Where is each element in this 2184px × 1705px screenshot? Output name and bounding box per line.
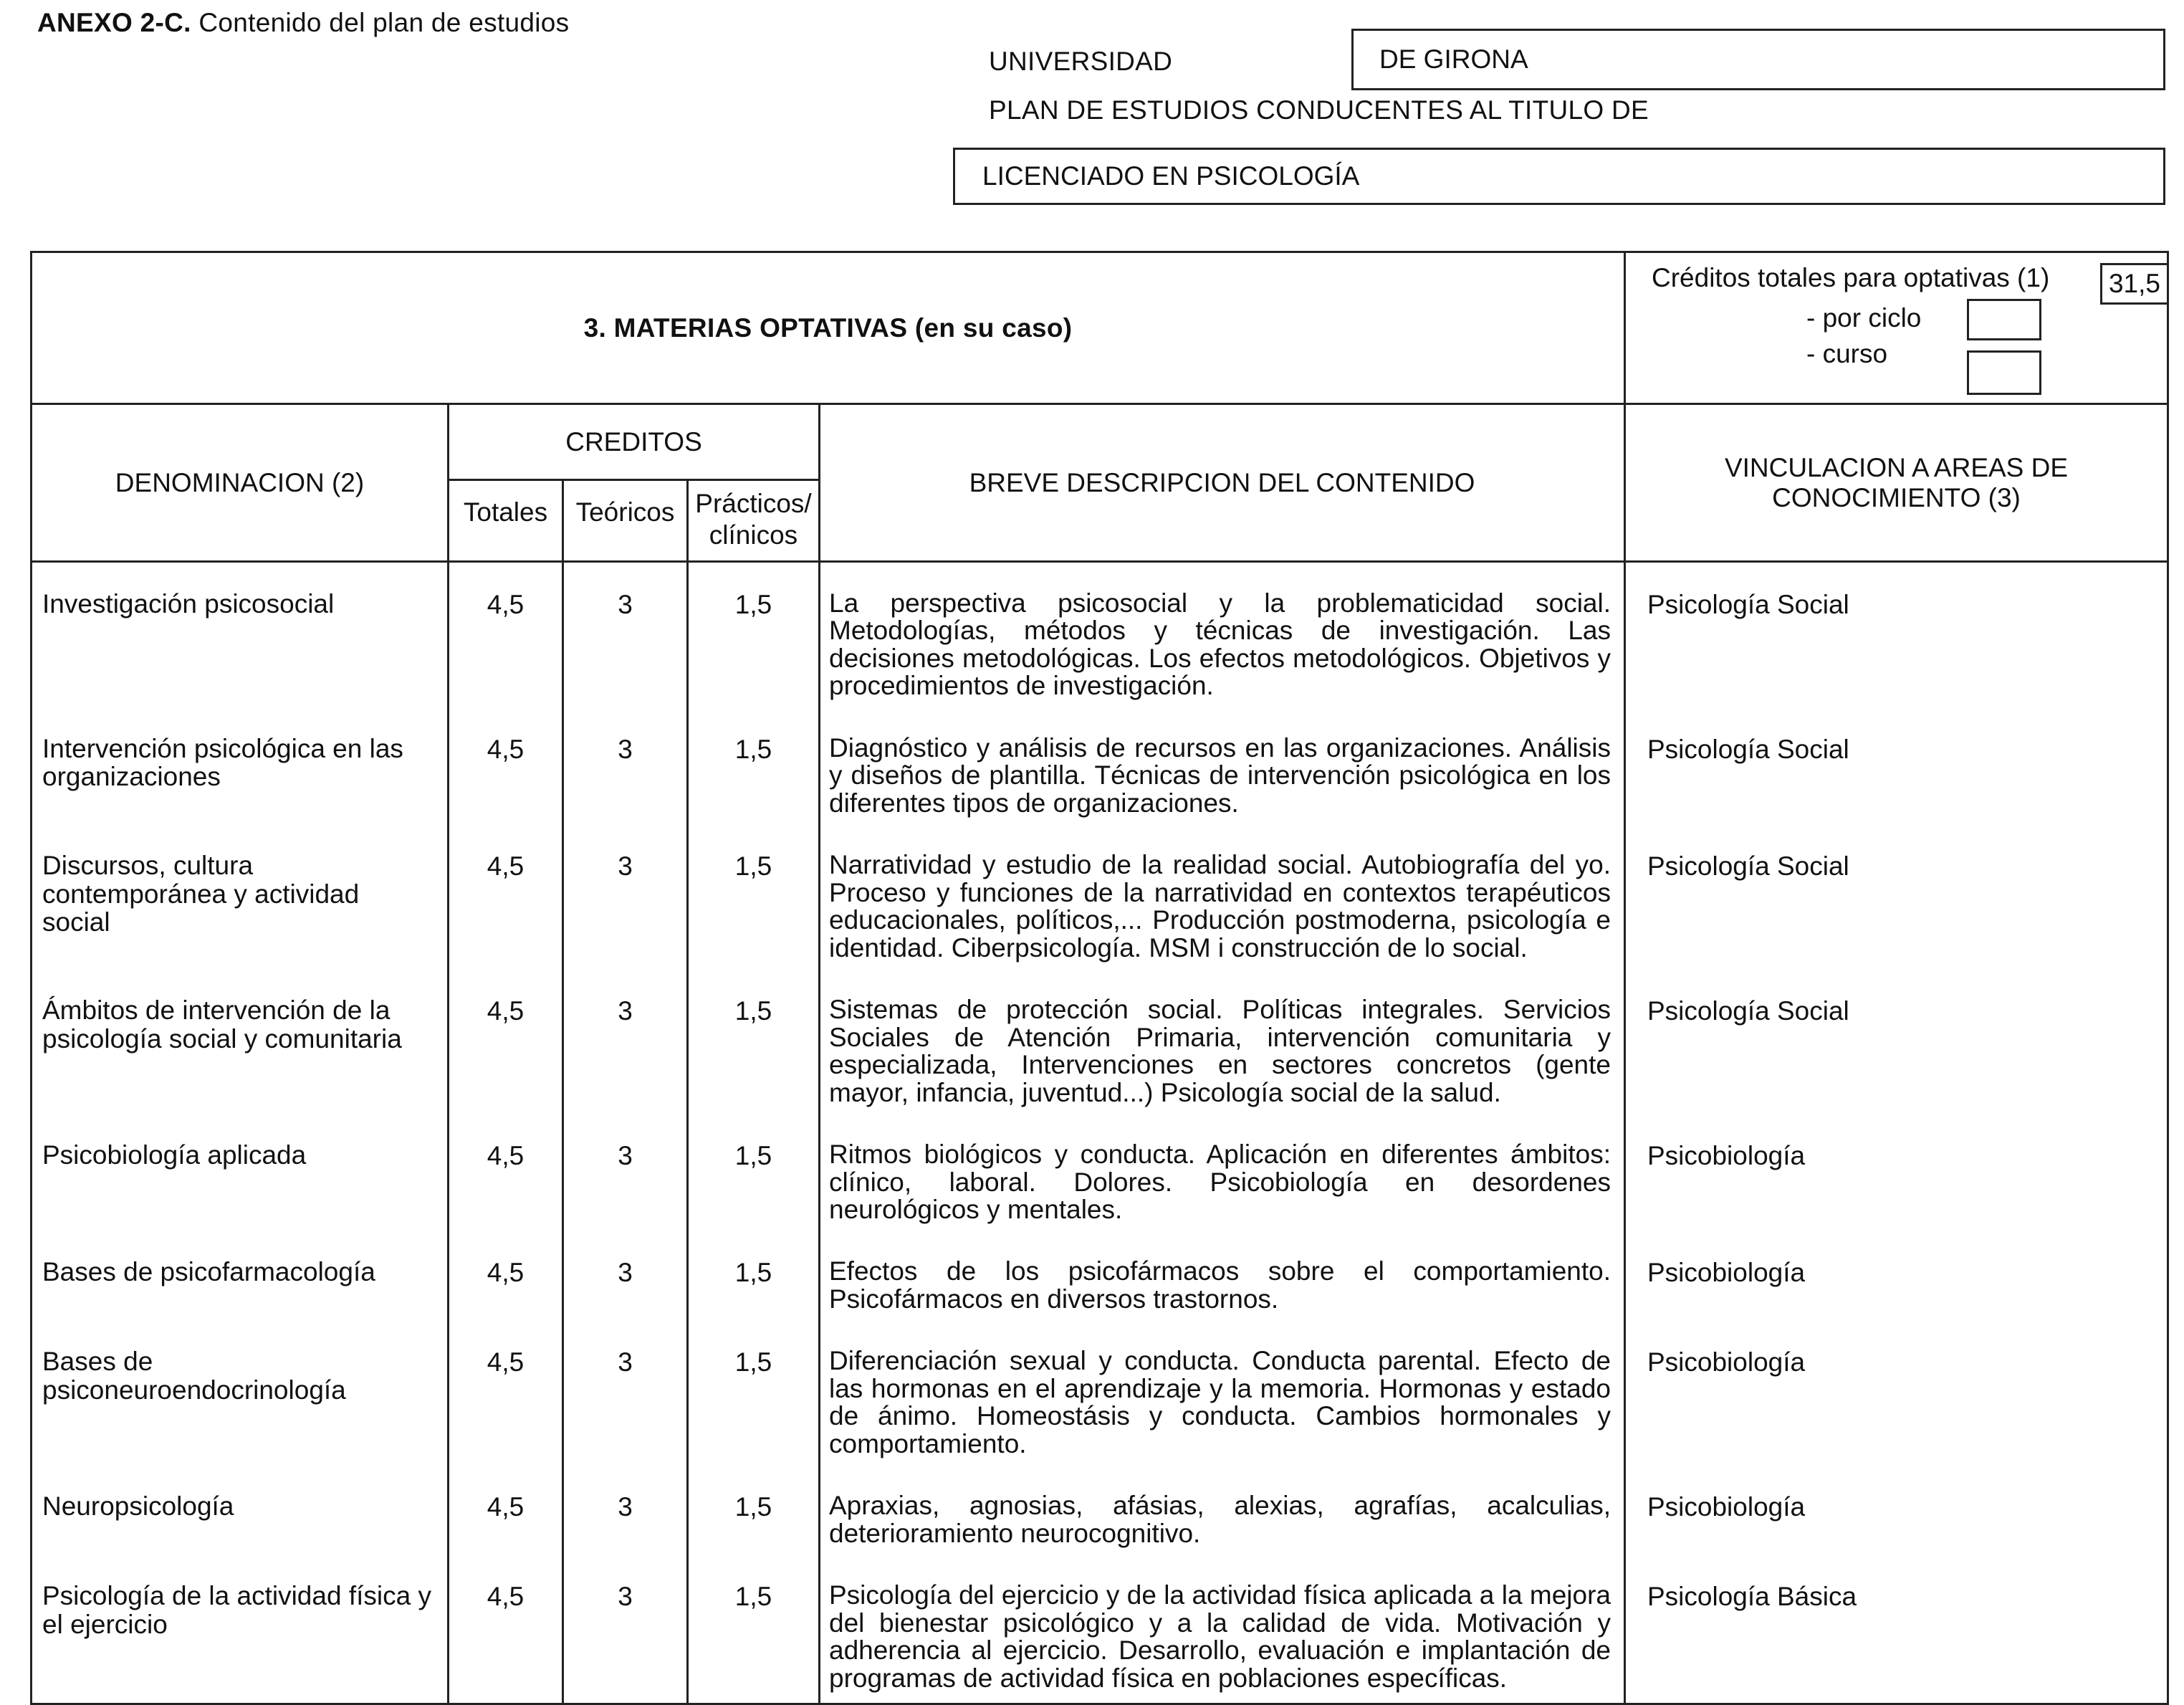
- materias-rows: [32, 562, 2168, 1704]
- universidad-value: DE GIRONA: [1379, 44, 1528, 74]
- creditos-totales-value: 31,5: [2100, 263, 2169, 305]
- row-descripcion: Efectos de los psicofármacos sobre el comportamiento. Psicofármacos en diversos trastornos.: [820, 1231, 1625, 1320]
- row-totales: 4,5: [449, 1554, 563, 1704]
- row-denominacion: Psicobiología aplicada: [32, 1114, 449, 1231]
- row-denominacion: Neuropsicología: [32, 1465, 449, 1554]
- col-denominacion-label: DENOMINACION (2): [115, 467, 365, 497]
- col-vinculacion-label: VINCULACION A AREAS DE CONOCIMIENTO (3): [1724, 452, 2069, 512]
- table-row: [32, 1465, 2168, 1554]
- row-area: Psicobiología: [1647, 1258, 1806, 1288]
- col-totales-label: Totales: [463, 497, 548, 527]
- col-descripcion-label: BREVE DESCRIPCION DEL CONTENIDO: [969, 467, 1475, 497]
- section-title: 3. MATERIAS OPTATIVAS (en su caso): [583, 312, 1073, 343]
- table-row: [32, 824, 2168, 969]
- row-area: Psicobiología: [1647, 1347, 1806, 1377]
- row-totales: 4,5: [449, 707, 563, 824]
- row-area: Psicología Social: [1647, 996, 1849, 1026]
- row-totales: 4,5: [449, 1320, 563, 1465]
- row-teoricos: 3: [563, 1231, 688, 1320]
- titulo-value: LICENCIADO EN PSICOLOGÍA: [982, 161, 1360, 191]
- row-descripcion: La perspectiva psicosocial y la problematicidad social. Metodologías, métodos y técnicas de investigación. Las decisiones metodológicas. Los efectos metodológicos. Objetivos y procedimientos de investigación.: [820, 562, 1625, 707]
- row-practicos: 1,5: [688, 1554, 820, 1704]
- por-ciclo-label: - por ciclo: [1806, 303, 1922, 333]
- col-practicos: [688, 480, 820, 562]
- table-row: [32, 562, 2168, 707]
- row-practicos: 1,5: [688, 969, 820, 1114]
- row-descripcion: Diferenciación sexual y conducta. Conducta parental. Efecto de las hormonas en el aprendizaje y la memoria. Hormonas y estado de ánimo. Homeostásis y conducta. Cambios hormonales y comportamiento.: [820, 1320, 1625, 1465]
- materias-table: [30, 251, 2169, 1705]
- plan-label: PLAN DE ESTUDIOS CONDUCENTES AL TITULO DE: [989, 95, 1649, 125]
- col-creditos-label: CREDITOS: [565, 426, 702, 457]
- row-denominacion: Discursos, cultura contemporánea y actividad social: [32, 824, 449, 969]
- row-totales: 4,5: [449, 1231, 563, 1320]
- row-practicos: 1,5: [688, 1231, 820, 1320]
- row-totales: 4,5: [449, 824, 563, 969]
- curso-box: [1967, 350, 2041, 395]
- row-teoricos: 3: [563, 562, 688, 707]
- column-header-row: [32, 404, 2168, 480]
- col-teoricos: [563, 480, 688, 562]
- table-row: [32, 1231, 2168, 1320]
- anexo-description: Contenido del plan de estudios: [191, 8, 570, 37]
- row-teoricos: 3: [563, 824, 688, 969]
- table-row: [32, 1554, 2168, 1704]
- col-descripcion: [820, 404, 1625, 562]
- row-area: Psicología Social: [1647, 734, 1849, 764]
- row-totales: 4,5: [449, 1114, 563, 1231]
- row-area: Psicología Social: [1647, 590, 1849, 619]
- col-teoricos-label: Teóricos: [575, 497, 675, 527]
- row-descripcion: Narratividad y estudio de la realidad social. Autobiografía del yo. Proceso y funciones de la narratividad en contextos terapéuticos educacionales, políticos,... Producción postmoderna, psicología e identidad. Ciberpsicología. MSM i construcción de lo social.: [820, 824, 1625, 969]
- table-row: [32, 1320, 2168, 1465]
- col-creditos: [449, 404, 820, 480]
- row-practicos: 1,5: [688, 824, 820, 969]
- row-totales: 4,5: [449, 969, 563, 1114]
- row-area: Psicobiología: [1647, 1141, 1806, 1171]
- row-practicos: 1,5: [688, 1320, 820, 1465]
- col-denominacion: [32, 404, 449, 562]
- section-title-row: [32, 252, 2168, 404]
- row-denominacion: Psicología de la actividad física y el ejercicio: [32, 1554, 449, 1704]
- row-area: Psicología Social: [1647, 851, 1849, 882]
- table-row: [32, 707, 2168, 824]
- row-descripcion: Ritmos biológicos y conducta. Aplicación en diferentes ámbitos: clínico, laboral. Dolores. Psicobiología en desordenes neurológicos y mentales.: [820, 1114, 1625, 1231]
- row-teoricos: 3: [563, 1465, 688, 1554]
- row-denominacion: Investigación psicosocial: [32, 562, 449, 707]
- row-descripcion: Apraxias, agnosias, afásias, alexias, agrafías, acalculias, deterioramiento neurocognitivo.: [820, 1465, 1625, 1554]
- row-descripcion: Psicología del ejercicio y de la actividad física aplicada a la mejora del bienestar psicológico y a la calidad de vida. Motivación y adherencia al ejercicio. Desarrollo, evaluación e implantación de programas de actividad física en poblaciones específicas.: [820, 1554, 1625, 1704]
- col-vinculacion: [1625, 404, 2168, 562]
- row-practicos: 1,5: [688, 707, 820, 824]
- col-totales: [449, 480, 563, 562]
- row-practicos: 1,5: [688, 562, 820, 707]
- por-ciclo-box: [1967, 299, 2041, 340]
- table-row: [32, 969, 2168, 1114]
- row-totales: 4,5: [449, 562, 563, 707]
- row-denominacion: Bases de psicofarmacología: [32, 1231, 449, 1320]
- row-denominacion: Ámbitos de intervención de la psicología social y comunitaria: [32, 969, 449, 1114]
- creditos-totales-label: Créditos totales para optativas (1): [1652, 263, 2050, 292]
- anexo-label: ANEXO 2-C.: [37, 8, 191, 37]
- col-practicos-label: Prácticos/ clínicos: [695, 489, 812, 550]
- section-title-cell: [32, 252, 1625, 404]
- row-teoricos: 3: [563, 707, 688, 824]
- row-teoricos: 3: [563, 969, 688, 1114]
- row-totales: 4,5: [449, 1465, 563, 1554]
- titulo-field: [953, 148, 2165, 205]
- row-descripcion: Sistemas de protección social. Políticas integrales. Servicios Sociales de Atención Primaria, intervención comunitaria y especializada, Intervenciones en sectores concretos (gente mayor, infancia, juventud...) Psicología social de la salud.: [820, 969, 1625, 1114]
- optativas-credits-cell: [1625, 252, 2168, 404]
- row-teoricos: 3: [563, 1114, 688, 1231]
- row-practicos: 1,5: [688, 1465, 820, 1554]
- table-row: [32, 1114, 2168, 1231]
- anexo-heading: [37, 7, 569, 39]
- row-denominacion: Bases de psiconeuroendocrinología: [32, 1320, 449, 1465]
- curso-label: - curso: [1806, 339, 1888, 368]
- row-practicos: 1,5: [688, 1114, 820, 1231]
- universidad-label: UNIVERSIDAD: [989, 47, 1173, 76]
- row-denominacion: Intervención psicológica en las organizaciones: [32, 707, 449, 824]
- row-teoricos: 3: [563, 1554, 688, 1704]
- row-teoricos: 3: [563, 1320, 688, 1465]
- row-area: Psicología Básica: [1647, 1582, 1857, 1612]
- universidad-field: [1351, 29, 2165, 90]
- row-area: Psicobiología: [1647, 1492, 1806, 1522]
- row-descripcion: Diagnóstico y análisis de recursos en las organizaciones. Análisis y diseños de plantilla. Técnicas de intervención psicológica en los diferentes tipos de organizaciones.: [820, 707, 1625, 824]
